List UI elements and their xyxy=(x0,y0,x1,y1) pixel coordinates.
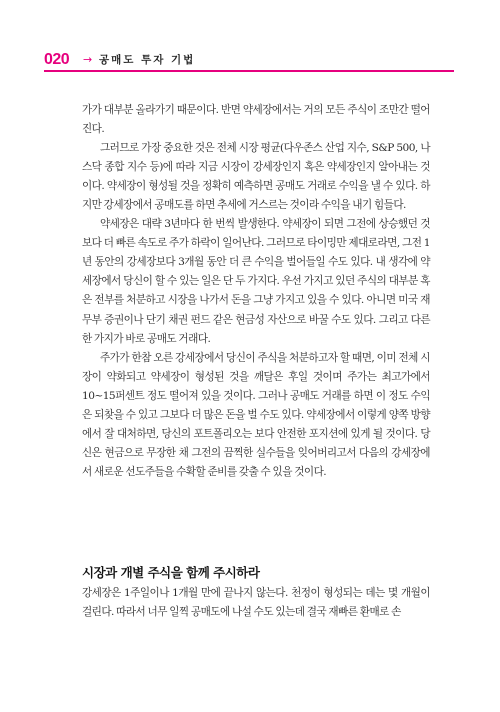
page-number: 020 xyxy=(44,51,70,68)
chapter-title: 공매도 투자 기법 xyxy=(99,54,196,66)
header-divider xyxy=(44,70,454,72)
paragraph: 강세장은 1주일이나 1개월 만에 끝나지 않는다. 천정이 형성되는 데는 몇 개월이 걸린다. 따라서 너무 일찍 공매도에 나설 수도 있는데 결국 재빠른 환매로 손 xyxy=(82,587,430,619)
arrow-icon: → xyxy=(83,53,93,66)
section-heading: 시장과 개별 주식을 함께 주시하라 xyxy=(82,565,260,580)
body-text xyxy=(82,101,430,482)
section-body xyxy=(82,584,430,622)
paragraph: 그러므로 가장 중요한 것은 전체 시장 평균(다우존스 산업 지수, S&P 500, 나스닥 종합 지수 등)에 따라 지금 시장이 강세장인지 혹은 약세장인지 알아내는 것이다. 약세장이 형성될 것을 정확히 예측하면 공매도 거래로 수익을 낼 수 있다. 하지만 강세장에서 공매도를 하면 추세에 거스르는 것이라 수익을 내기 힘들다. xyxy=(82,142,430,212)
running-header xyxy=(44,50,444,72)
paragraph: 주가가 한참 오른 강세장에서 당신이 주식을 처분하고자 할 때면, 이미 전체 시장이 약화되고 약세장이 형성된 것을 깨달은 후일 것이며 주가는 최고가에서 10~15퍼센트 정도 떨어져 있을 것이다. 그러나 공매도 거래를 하면 이 정도 수익은 되찾을 수 있고 그보다 더 많은 돈을 벌 수도 있다. 약세장에서 이렇게 양쪽 방향에서 잘 대처하면, 당신의 포트폴리오는 보다 안전한 포지션에 있게 될 것이다. 당신은 현금으로 무장한 채 그전의 끔찍한 실수들을 잊어버리고서 다음의 강세장에서 새로운 선도주들을 수확할 준비를 갖출 수 있을 것이다. xyxy=(82,351,430,478)
paragraph: 가가 대부분 올라가기 때문이다. 반면 약세장에서는 거의 모든 주식이 조만간 떨어진다. xyxy=(82,104,430,136)
paragraph: 약세장은 대략 3년마다 한 번씩 발생한다. 약세장이 되면 그전에 상승했던 것보다 더 빠른 속도로 주가 하락이 일어난다. 그러므로 타이밍만 제대로라면, 그전 1년 동안의 강세장보다 3개월 동안 더 큰 수익을 벌어들일 수도 있다. 내 생각에 약세장에서 당신이 할 수 있는 일은 단 두 가지다. 우선 가지고 있던 주식의 대부분 혹은 전부를 처분하고 시장을 나가서 돈을 그냥 가지고 있을 수 있다. 아니면 미국 재무부 증권이나 단기 채권 펀드 같은 현금성 자산으로 바꿀 수도 있다. 그리고 다른 한 가지가 바로 공매도 거래다. xyxy=(82,218,430,345)
